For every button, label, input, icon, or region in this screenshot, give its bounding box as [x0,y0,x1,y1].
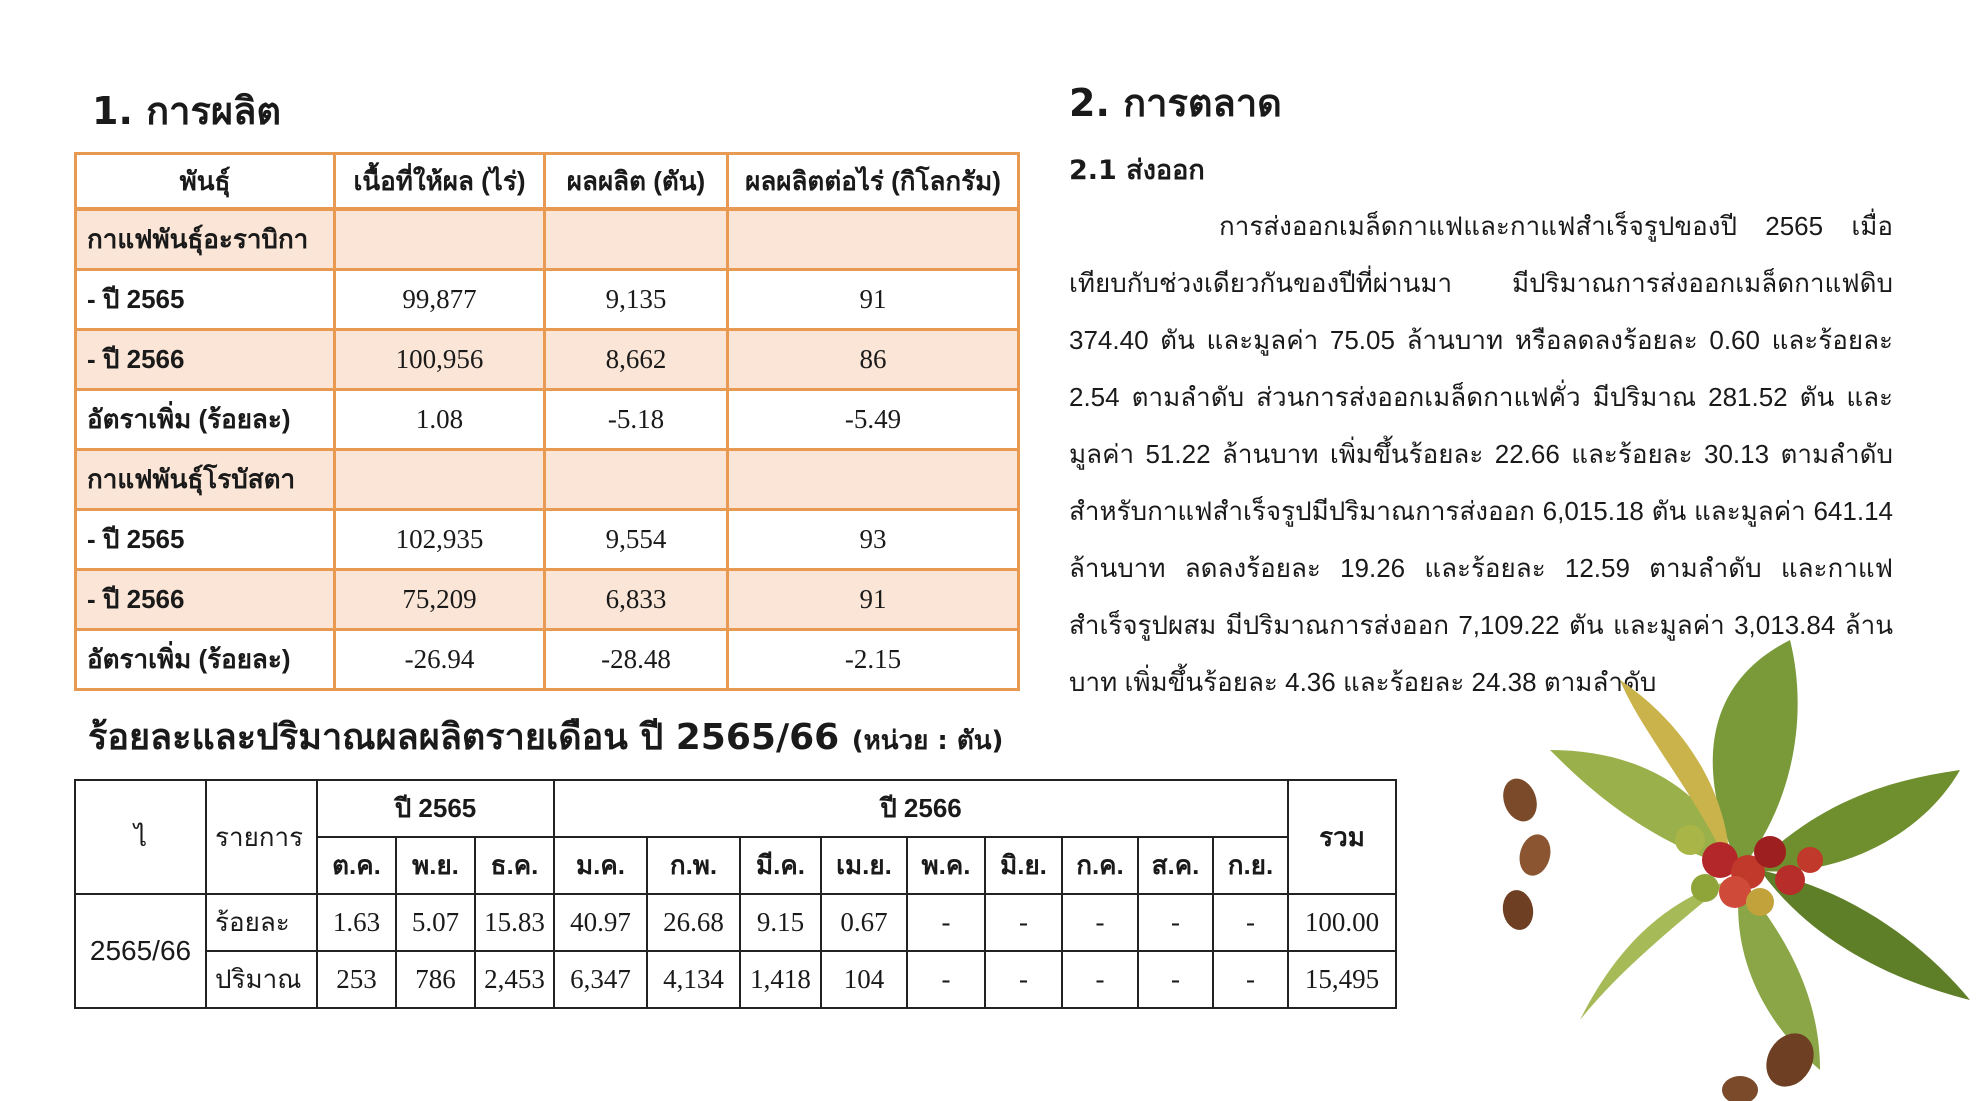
total-header: รวม [1288,780,1396,894]
item-header: รายการ [206,780,317,894]
cell: 4,134 [647,951,740,1008]
cell: 26.68 [647,894,740,951]
total-cell: 100.00 [1288,894,1396,951]
cell: 99,877 [335,270,545,330]
row-label: - ปี 2565 [76,270,335,330]
table-row [76,570,1019,630]
month-header: ต.ค. [317,837,396,894]
cell: 8,662 [545,330,728,390]
cell: 0.67 [821,894,907,951]
cell: 102,935 [335,510,545,570]
table-row [76,390,1019,450]
corner-header: ไ [75,780,206,894]
export-paragraph: การส่งออกเมล็ดกาแฟและกาแฟสำเร็จรูปของปี 2565 เมื่อเทียบกับช่วงเดียวกันของปีที่ผ่านมา มีปริมาณการส่งออกเมล็ดกาแฟดิบ 374.40 ตัน และมูลค่า 75.05 ล้านบาท หรือลดลงร้อยละ 0.60 และร้อยละ 2.54 ตามลำดับ ส่วนการส่งออกเมล็ดกาแฟคั่ว มีปริมาณ 281.52 ตัน และมูลค่า 51.22 ล้านบาท เพิ่มขึ้นร้อยละ 22.66 และร้อยละ 30.13 ตามลำดับ สำหรับกาแฟสำเร็จรูปมีปริมาณการส่งออก 6,015.18 ตัน และมูลค่า 641.14 ล้านบาท ลดลงร้อยละ 19.26 และร้อยละ 12.59 ตามลำดับ และกาแฟสำเร็จรูปผสม มีปริมาณการส่งออก 7,109.22 ตัน และมูลค่า 3,013.84 ล้านบาท เพิ่มขึ้นร้อยละ 4.36 และร้อยละ 24.38 ตามลำดับ [1069,211,1893,697]
month-header: ส.ค. [1138,837,1213,894]
cell: -5.18 [545,390,728,450]
table-row [76,209,1019,270]
cell: 1.08 [335,390,545,450]
cell: 9.15 [740,894,821,951]
cell: - [1062,951,1138,1008]
row-label: ปริมาณ [206,951,317,1008]
coffee-branch-illustration [1490,640,1976,1101]
cell: 5.07 [396,894,475,951]
cell: 75,209 [335,570,545,630]
row-label: - ปี 2565 [76,510,335,570]
header-bearing-area: เนื้อที่ให้ผล (ไร่) [335,154,545,210]
header-yield-per-rai: ผลผลิตต่อไร่ (กิโลกรัม) [728,154,1019,210]
month-header: มี.ค. [740,837,821,894]
cell: - [1138,894,1213,951]
cell: 1.63 [317,894,396,951]
cell: 6,347 [554,951,647,1008]
cell: 104 [821,951,907,1008]
row-label: อัตราเพิ่ม (ร้อยละ) [76,390,335,450]
cell: 6,833 [545,570,728,630]
production-section-title: 1. การผลิต [92,89,282,133]
month-header: พ.ย. [396,837,475,894]
cell [545,209,728,270]
export-subtitle: 2.1 ส่งออก [1069,155,1205,186]
cell: 91 [728,270,1019,330]
row-label: กาแฟพันธุ์โรบัสตา [76,450,335,510]
row-label: อัตราเพิ่ม (ร้อยละ) [76,630,335,690]
month-header: พ.ค. [907,837,985,894]
cell: - [1138,951,1213,1008]
period-cell: 2565/66 [75,894,206,1008]
production-table [74,152,1020,691]
cell: 9,135 [545,270,728,330]
cell [335,450,545,510]
cell: -26.94 [335,630,545,690]
cell: 786 [396,951,475,1008]
year-2566-header: ปี 2566 [554,780,1288,837]
cell: - [1213,894,1288,951]
month-header: ธ.ค. [475,837,554,894]
row-label: - ปี 2566 [76,330,335,390]
monthly-table-title [88,708,1003,765]
row-label: กาแฟพันธุ์อะราบิกา [76,209,335,270]
year-2565-header: ปี 2565 [317,780,554,837]
month-header: ก.พ. [647,837,740,894]
cell: -5.49 [728,390,1019,450]
cell: - [985,951,1062,1008]
monthly-unit-label: (หน่วย : ตัน) [851,726,1004,756]
cell: -28.48 [545,630,728,690]
cell: 91 [728,570,1019,630]
month-header: มิ.ย. [985,837,1062,894]
table-row [76,270,1019,330]
cell [335,209,545,270]
cell: 9,554 [545,510,728,570]
cell: - [907,951,985,1008]
table-row [76,330,1019,390]
table-row [75,951,1396,1008]
total-cell: 15,495 [1288,951,1396,1008]
table-row [76,630,1019,690]
monthly-table [74,779,1397,1009]
cell: 40.97 [554,894,647,951]
row-label: ร้อยละ [206,894,317,951]
cell: 1,418 [740,951,821,1008]
cell [728,450,1019,510]
cell: - [1062,894,1138,951]
header-variety: พันธุ์ [76,154,335,210]
table-row [76,450,1019,510]
cell: 86 [728,330,1019,390]
table-row [76,510,1019,570]
header-output: ผลผลิต (ตัน) [545,154,728,210]
cell: 2,453 [475,951,554,1008]
cell: -2.15 [728,630,1019,690]
cell: 253 [317,951,396,1008]
cell: - [1213,951,1288,1008]
month-header: ม.ค. [554,837,647,894]
cell: - [907,894,985,951]
table-row [75,894,1396,951]
monthly-header-row-1 [75,780,1396,837]
cell: 15.83 [475,894,554,951]
row-label: - ปี 2566 [76,570,335,630]
cell: - [985,894,1062,951]
cell: 93 [728,510,1019,570]
cell: 100,956 [335,330,545,390]
cell [728,209,1019,270]
month-header: ก.ย. [1213,837,1288,894]
monthly-title-text: ร้อยละและปริมาณผลผลิตรายเดือน ปี 2565/66 [88,717,840,758]
cell [545,450,728,510]
production-header-row [76,154,1019,210]
month-header: เม.ย. [821,837,907,894]
marketing-section-title: 2. การตลาด [1069,81,1282,125]
month-header: ก.ค. [1062,837,1138,894]
